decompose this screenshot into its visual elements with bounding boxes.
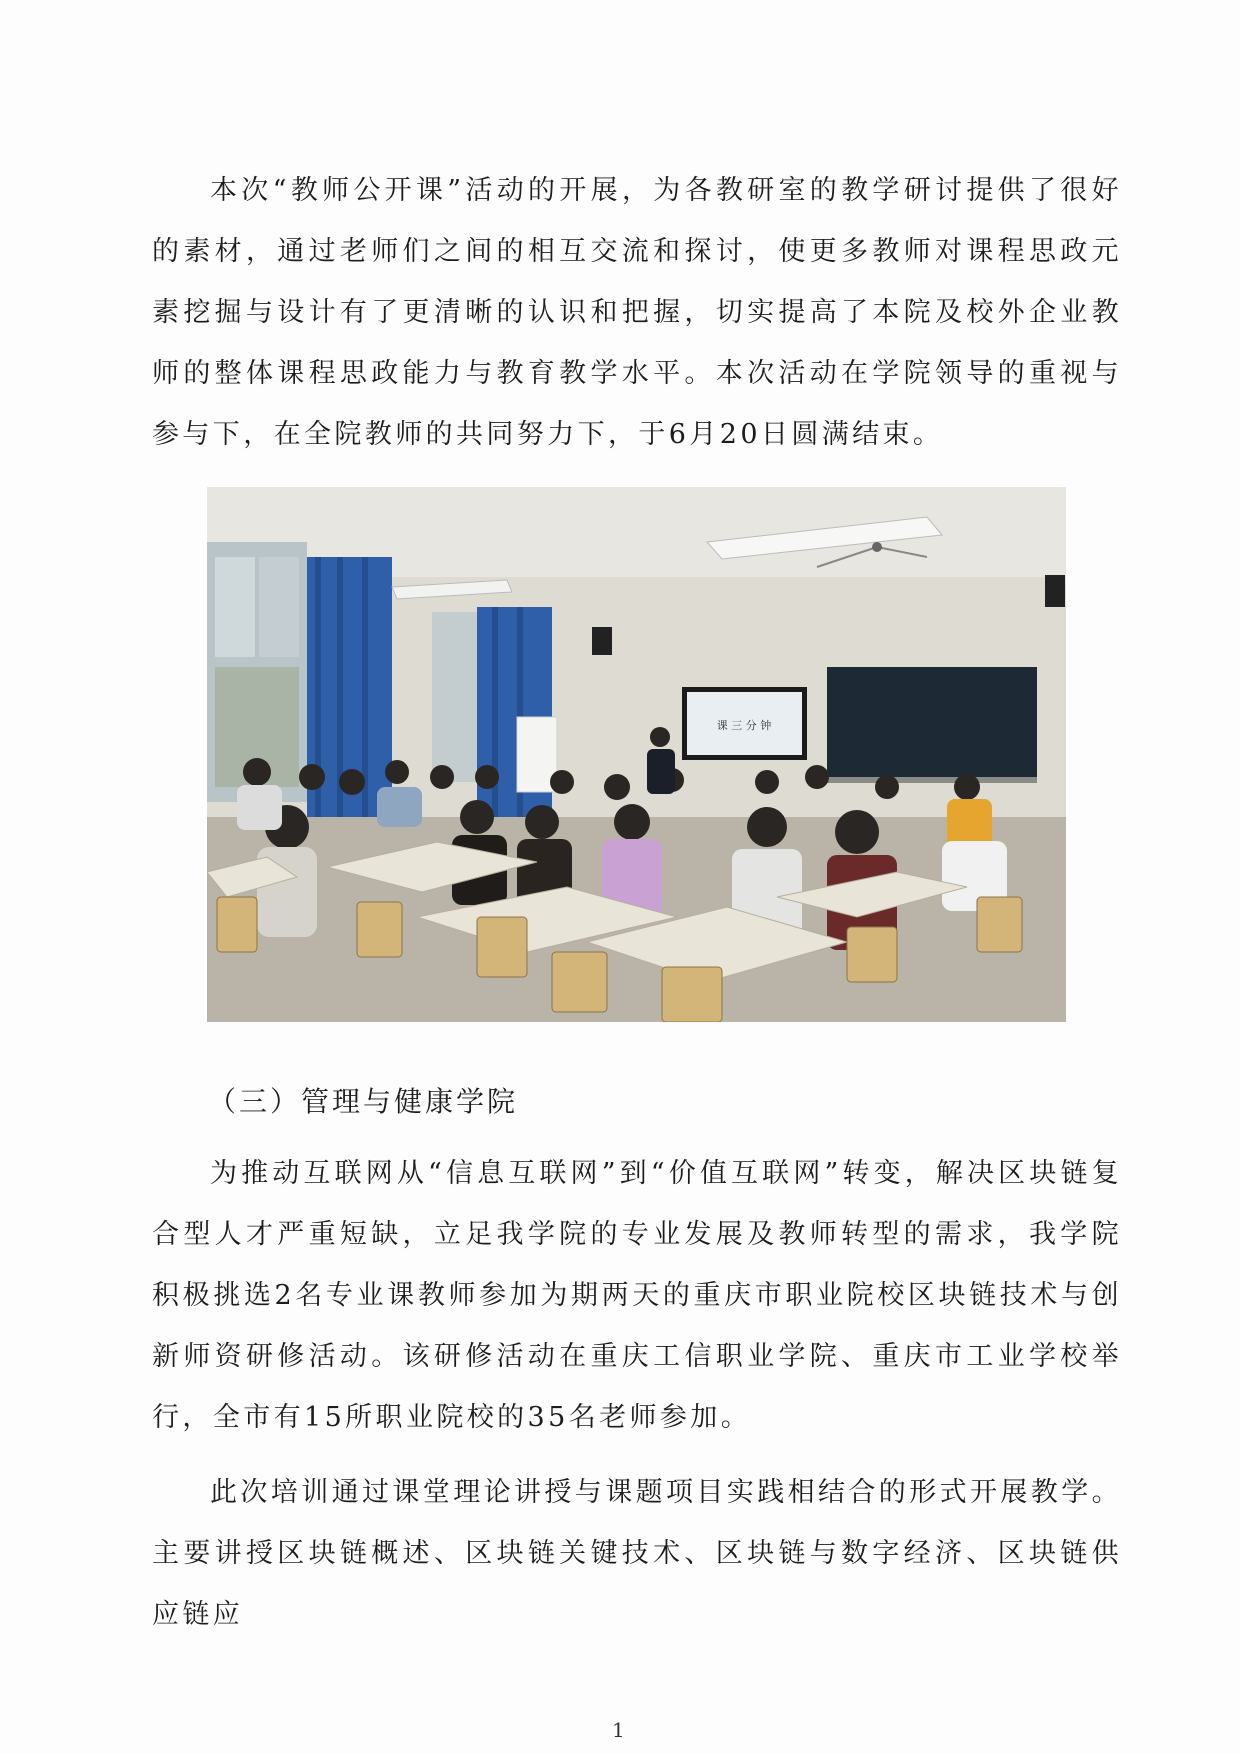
page-number: 1 xyxy=(612,1718,625,1742)
section-heading-management-health: （三）管理与健康学院 xyxy=(208,1085,519,1118)
paragraph-training-format: 此次培训通过课堂理论讲授与课题项目实践相结合的形式开展教学。主要讲授区块链概述、区块链关键技术、区块链与数字经济、区块链供应链应 xyxy=(152,1477,1122,1630)
paragraph-blockchain-training: 为推动互联网从“信息互联网”到“价值互联网”转变，解决区块链复合型人才严重短缺，立足我学院的专业发展及教师转型的需求，我学院积极挑选2名专业课教师参加为期两天的重庆市职业院校区块链技术与创新师资研修活动。该研修活动在重庆工信职业学院、重庆市工业学校举行，全市有15所职业院校的35名老师参加。 xyxy=(152,1158,1122,1433)
paragraph-open-class-summary: 本次“教师公开课”活动的开展，为各教研室的教学研讨提供了很好的素材，通过老师们之间的相互交流和探讨，使更多教师对课程思政元素挖掘与设计有了更清晰的认识和把握，切实提高了本院及校外企业教师的整体课程思政能力与教育教学水平。本次活动在学院领导的重视与参与下，在全院教师的共同努力下，于6月20日圆满结束。 xyxy=(152,175,1122,450)
tv-screen-text: 课 三 分 钟 xyxy=(716,719,772,732)
classroom-photo xyxy=(207,487,1066,1022)
